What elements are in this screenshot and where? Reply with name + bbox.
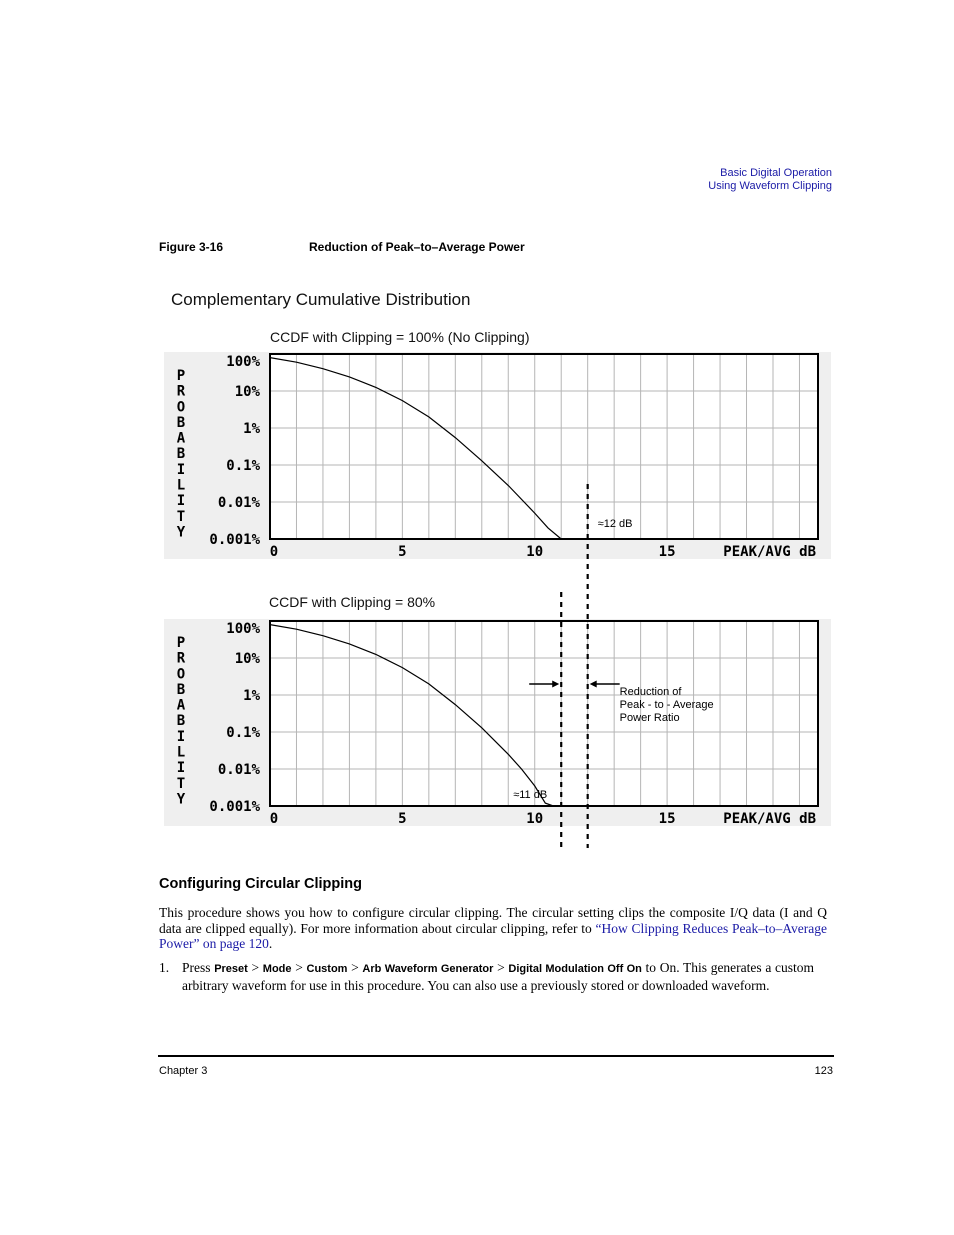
arrow-left-head (552, 681, 559, 688)
y-tick-label: 0.001% (209, 532, 260, 548)
step-number: 1. (159, 960, 170, 975)
body-paragraph (159, 905, 827, 952)
annotation-11db: ≈11 dB (513, 789, 548, 801)
step-rest: to On. This generates a custom arbitrary waveform for use in this procedure. You can also use a previously stored or downloaded waveform. (182, 960, 814, 993)
screen-title: Complementary Cumulative Distribution (171, 290, 471, 309)
y-axis-label-letter: A (176, 697, 186, 714)
y-axis-label-letter: B (176, 713, 186, 730)
x-tick-label: 15 (658, 544, 676, 559)
figure-label: Figure 3-16 (159, 240, 224, 254)
y-axis-label-letter: B (176, 414, 186, 431)
y-axis-label-letter: R (176, 650, 186, 667)
y-axis-label-letter: L (176, 477, 186, 494)
y-tick-label: 1% (243, 421, 260, 437)
y-axis-label-letter: P (176, 635, 186, 651)
key-separator: > (351, 960, 359, 975)
y-axis-label-letter: I (176, 461, 186, 478)
y-tick-label: 0.001% (209, 799, 260, 815)
y-axis-label-letter: Y (176, 524, 186, 541)
key-mode: Mode (262, 963, 292, 975)
y-axis-label-letter: T (176, 775, 186, 792)
key-arb-waveform-generator: Arb Waveform Generator (362, 963, 494, 975)
x-tick-label: 0 (269, 811, 279, 826)
callout-text-line: Power Ratio (619, 712, 680, 724)
x-tick-label: 10 (526, 544, 544, 559)
y-axis-label-letter: I (176, 760, 186, 777)
figure-title: Reduction of Peak–to–Average Power (309, 240, 525, 254)
paragraph-text: This procedure shows you how to configure circular clipping. The circular setting clips the composite I/Q data (I and Q data are clipped equally). For more information about circular clipping, refer to (159, 905, 827, 936)
y-axis-label-letter: Y (176, 791, 186, 808)
y-axis-label-letter: O (176, 399, 186, 416)
y-axis-label-letter: P (176, 368, 186, 384)
chart1-caption: CCDF with Clipping = 100% (No Clipping) (270, 329, 530, 345)
y-tick-label: 0.01% (217, 495, 260, 511)
x-axis-label: PEAK/AVG dB (723, 811, 816, 826)
y-tick-label: 0.1% (226, 458, 260, 474)
annotation-12db: ≈12 dB (597, 518, 633, 530)
footer-rule (158, 1055, 834, 1057)
y-tick-label: 100% (226, 354, 260, 370)
key-preset: Preset (214, 963, 248, 975)
x-tick-label: 10 (526, 811, 544, 826)
paragraph-end: . (268, 936, 273, 952)
footer-page-number: 123 (814, 1065, 833, 1077)
y-axis-label-letter: R (176, 383, 186, 400)
key-digital-modulation: Digital Modulation Off On (508, 963, 642, 975)
header-chapter-title: Basic Digital Operation (720, 167, 832, 179)
x-axis-label: PEAK/AVG dB (723, 544, 816, 559)
y-tick-label: 0.1% (226, 725, 260, 741)
step-body (182, 960, 814, 993)
y-axis-label-letter: L (176, 744, 186, 761)
footer-chapter: Chapter 3 (159, 1065, 208, 1077)
y-axis-label-letter: O (176, 666, 186, 683)
chart2-caption: CCDF with Clipping = 80% (269, 594, 436, 610)
y-tick-label: 100% (226, 621, 260, 637)
key-separator: > (295, 960, 303, 975)
key-separator: > (497, 960, 505, 975)
x-tick-label: 5 (398, 544, 407, 559)
y-tick-label: 10% (234, 651, 260, 667)
x-tick-label: 5 (398, 811, 407, 826)
callout-text-line: Reduction of (619, 686, 682, 698)
key-separator: > (251, 960, 260, 975)
y-axis-label-letter: B (176, 681, 186, 698)
y-axis-label-letter: I (176, 493, 186, 510)
step-press: Press (182, 960, 211, 975)
y-axis-label-letter: T (176, 508, 186, 525)
y-axis-label-letter: I (176, 728, 186, 745)
header-section-title: Using Waveform Clipping (708, 179, 832, 192)
y-tick-label: 0.01% (217, 762, 260, 778)
y-axis-label-letter: B (176, 446, 186, 463)
x-tick-label: 15 (658, 811, 676, 826)
section-heading: Configuring Circular Clipping (159, 876, 362, 892)
cross-reference-link[interactable]: “How Clipping Reduces Peak–to–Average Power” on page 120 (159, 920, 827, 952)
x-tick-label: 0 (269, 544, 279, 559)
callout-text-line: Peak - to - Average (619, 699, 714, 711)
y-axis-label-letter: A (176, 430, 186, 447)
arrow-right-head (590, 681, 597, 688)
y-tick-label: 1% (243, 688, 260, 704)
key-custom: Custom (306, 963, 348, 975)
y-tick-label: 10% (234, 384, 260, 400)
